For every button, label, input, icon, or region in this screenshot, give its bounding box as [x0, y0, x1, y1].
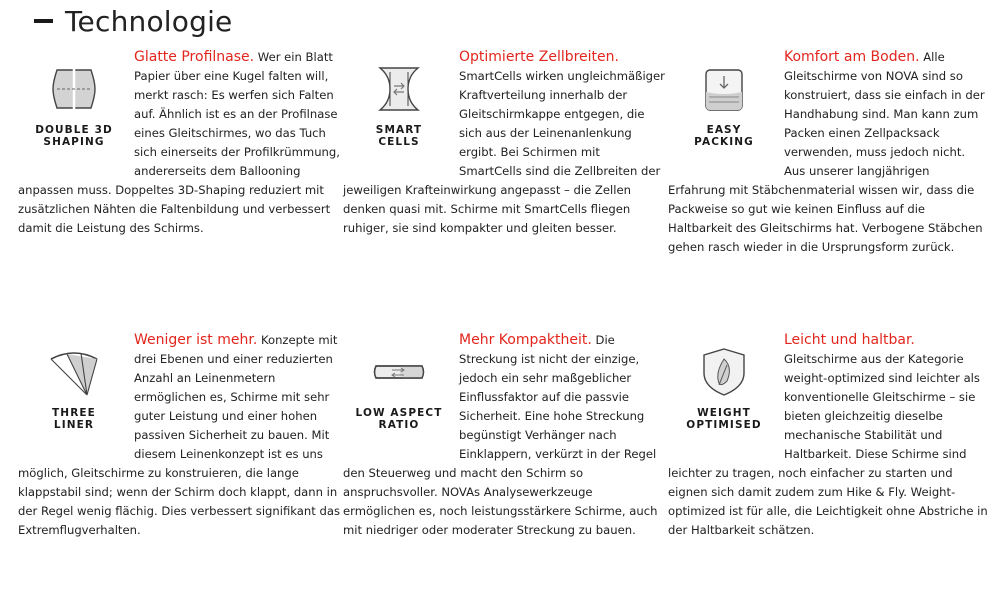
feature-badge — [343, 48, 455, 166]
heading-dash — [34, 19, 53, 23]
feature-easy-packing — [668, 48, 990, 257]
feature-badge — [18, 48, 130, 166]
double-3d-shaping-icon — [47, 62, 101, 116]
feature-body: Gleitschirme aus der Kategorie weight-optimized sind leichter als konventionelle Gleitschirme – sie bieten gleichzeitig dieselbe mechanische Stabilität und Haltbarkeit. Diese Schirme sind leichter zu tragen, noch einfacher zu starten und eignen sich damit zudem zum Hike & Fly. Weight-optimized ist für alle, die Leichtigkeit ohne Abstriche in der Haltbarkeit schätzen. — [668, 352, 988, 537]
feature-badge — [18, 331, 130, 449]
feature-label: THREE LINER — [52, 407, 96, 431]
feature-heading: Komfort am Boden. — [784, 49, 920, 65]
feature-body: Wer ein Blatt Papier über eine Kugel falten will, merkt rasch: Es werfen sich Falten auf. Ähnlich ist es an der Profilnase eines Gleitschirmes, wo das Tuch sich einerseits der Profilkrümmung, andererseits dem Ballooning anpassen muss. Doppeltes 3D-Shaping reduziert mit zusätzlichen Nähten die Faltenbildung und verbessert damit die Leistung des Schirms. — [18, 50, 340, 235]
feature-body: Die Streckung ist nicht der einzige, jedoch ein sehr maßgeblicher Einflussfaktor auf die passvie Sicherheit. Eine hohe Streckung begünstigt Verhänger nach Einklappern, verkürzt in der Regel den Steuerweg und macht den Schirm so anspruchsvoller. NOVAs Analysewerkzeuge ermöglichen es, noch leistungsstärkere Schirme, auch mit niedriger oder moderater Streckung zu bauen. — [343, 333, 658, 537]
feature-heading: Weniger ist mehr. — [134, 332, 258, 348]
weight-optimised-icon — [697, 345, 751, 399]
feature-label: EASY PACKING — [694, 124, 754, 148]
feature-heading: Optimierte Zellbreiten. — [459, 49, 619, 65]
feature-low-aspect-ratio — [343, 331, 665, 540]
feature-double-3d-shaping — [18, 48, 340, 238]
feature-label: DOUBLE 3D SHAPING — [35, 124, 113, 148]
feature-body: Alle Gleitschirme von NOVA sind so konstruiert, dass sie einfach in der Handhabung sind. Man kann zum Packen einen Zellpacksack verwenden, muss jedoch nicht. Aus unserer langjährigen Erfahrung mit Stäbchenmaterial wissen wir, dass die Packweise so gut wie keinen Einfluss auf die Haltbarkeit des Gleitschirms hat. Verbogene Stäbchen gehen rasch wieder in die Ursprungsform zurück. — [668, 50, 985, 254]
feature-label: LOW ASPECT RATIO — [355, 407, 443, 431]
feature-badge — [343, 331, 455, 449]
feature-weight-optimised — [668, 331, 990, 540]
three-liner-icon — [47, 345, 101, 399]
easy-packing-icon — [697, 62, 751, 116]
feature-smart-cells — [343, 48, 665, 238]
feature-three-liner — [18, 331, 340, 540]
feature-label: WEIGHT OPTIMISED — [686, 407, 762, 431]
feature-heading: Glatte Profilnase. — [134, 49, 255, 65]
feature-badge — [668, 48, 780, 166]
smart-cells-icon — [372, 62, 426, 116]
section-heading — [34, 2, 232, 40]
feature-body: Konzepte mit drei Ebenen und einer reduzierten Anzahl an Leinenmetern ermöglichen es, Schirme mit sehr guter Leistung und einer hohen passiven Sicherheit zu bauen. Mit diesem Leinenkonzept ist es uns möglich, Gleitschirme zu konstruieren, die lange klappstabil sind; wenn der Schirm doch klappt, dann in der Regel wenig flächig. Dies verbessert signifikant das Extremflugverhalten. — [18, 333, 340, 537]
feature-body: SmartCells wirken ungleichmäßiger Kraftverteilung innerhalb der Gleitschirmkappe entgegen, die sich aus der Leinenanlenkung ergibt. Bei Schirmen mit SmartCells sind die Zellbreiten der jeweiligen Krafteinwirkung angepasst – die Zellen denken quasi mit. Schirme mit SmartCells fliegen ruhiger, sie sind kompakter und gleiten besser. — [343, 69, 665, 235]
low-aspect-ratio-icon — [372, 345, 426, 399]
feature-heading: Mehr Kompaktheit. — [459, 332, 592, 348]
feature-badge — [668, 331, 780, 449]
feature-label: SMART CELLS — [375, 124, 423, 148]
page-title: Technologie — [65, 4, 233, 38]
feature-heading: Leicht und haltbar. — [784, 332, 915, 348]
